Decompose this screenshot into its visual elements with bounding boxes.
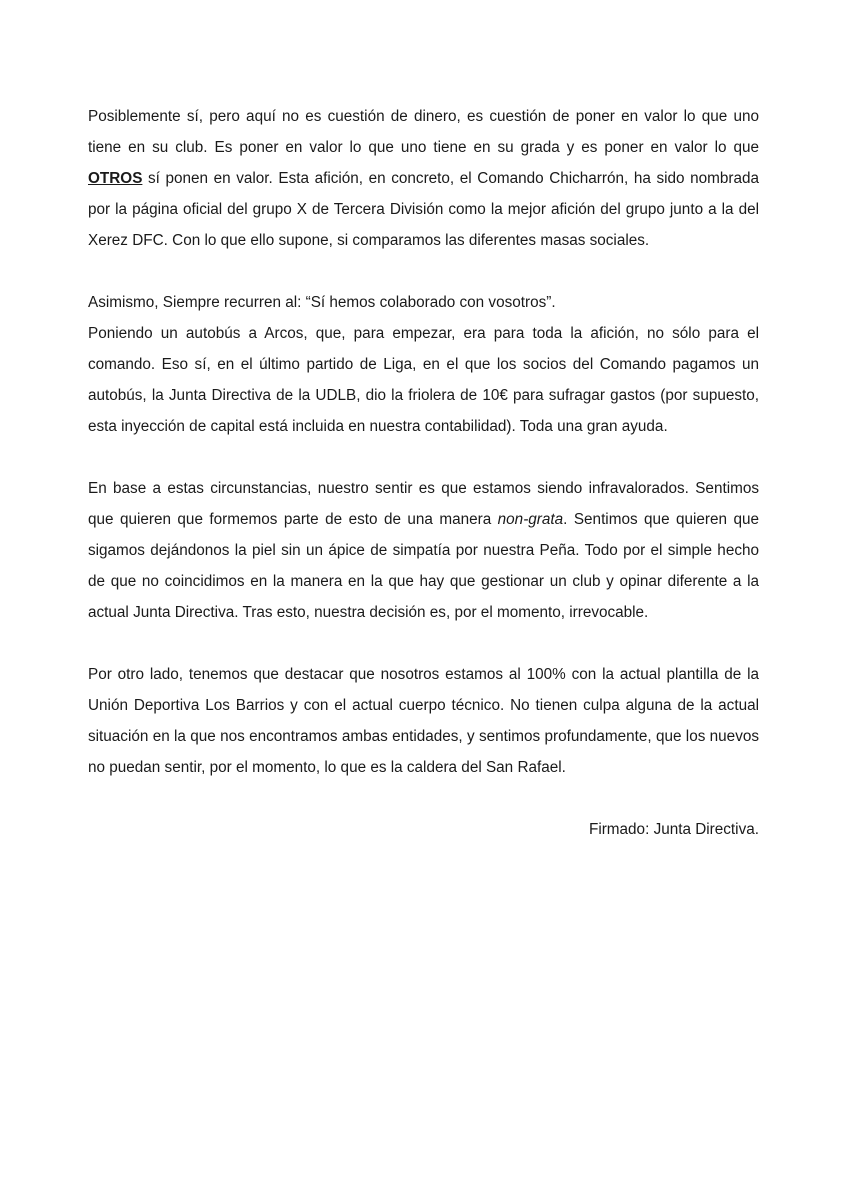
signature: Firmado: Junta Directiva. bbox=[588, 821, 759, 838]
paragraph-3 bbox=[88, 473, 759, 628]
paragraph-1-text-start: Posiblemente sí, pero aquí no es cuestión de dinero, es cuestión de poner en valor lo que uno tiene en su club. Es poner en valor lo que uno tiene en su grada y es poner en valor lo que bbox=[88, 108, 759, 156]
paragraph-1 bbox=[88, 101, 759, 256]
paragraph-spacer bbox=[88, 256, 759, 287]
paragraph-2: Poniendo un autobús a Arcos, que, para empezar, era para toda la afición, no sólo para el comando. Eso sí, en el último partido de Liga, en el que los socios del Comando pagamos un autobús, la Junta Directiva de la UDLB, dio la friolera de 10€ para sufragar gastos (por supuesto, esta inyección de capital está incluida en nuestra contabilidad). Toda una gran ayuda. bbox=[88, 325, 759, 435]
paragraph-1-text-end: sí ponen en valor. Esta afición, en concreto, el Comando Chicharrón, ha sido nombrada por la página oficial del grupo X de Tercera División como la mejor afición del grupo junto a la del Xerez DFC. Con lo que ello supone, si comparamos las diferentes masas sociales. bbox=[88, 170, 759, 249]
italic-non-grata: non-grata bbox=[497, 511, 564, 528]
paragraph-3-text-end: . Sentimos que quieren que sigamos dejándonos la piel sin un ápice de simpatía por nuestra Peña. Todo por el simple hecho de que no coincidimos en la manera en la que hay que gestionar un club y opinar diferente a la actual Junta Directiva. Tras esto, nuestra decisión es, por el momento, irrevocable. bbox=[88, 511, 759, 621]
paragraph-2-first-line: Asimismo, Siempre recurren al: “Sí hemos colaborado con vosotros”. bbox=[88, 294, 556, 311]
emphasis-otros: OTROS bbox=[88, 170, 143, 187]
paragraph-3-text-start: En base a estas circunstancias, nuestro sentir es que estamos siendo infravalorados. Sentimos que quieren que formemos parte de esto de una manera bbox=[88, 480, 759, 528]
paragraph-4: Por otro lado, tenemos que destacar que nosotros estamos al 100% con la actual plantilla de la Unión Deportiva Los Barrios y con el actual cuerpo técnico. No tienen culpa alguna de la actual situación en la que nos encontramos ambas entidades, y sentimos profundamente, que los nuevos no puedan sentir, por el momento, lo que es la caldera del San Rafael. bbox=[88, 666, 759, 776]
paragraph-spacer bbox=[88, 442, 759, 473]
paragraph-spacer bbox=[88, 783, 759, 814]
paragraph-spacer bbox=[88, 628, 759, 659]
document-body bbox=[88, 101, 759, 845]
